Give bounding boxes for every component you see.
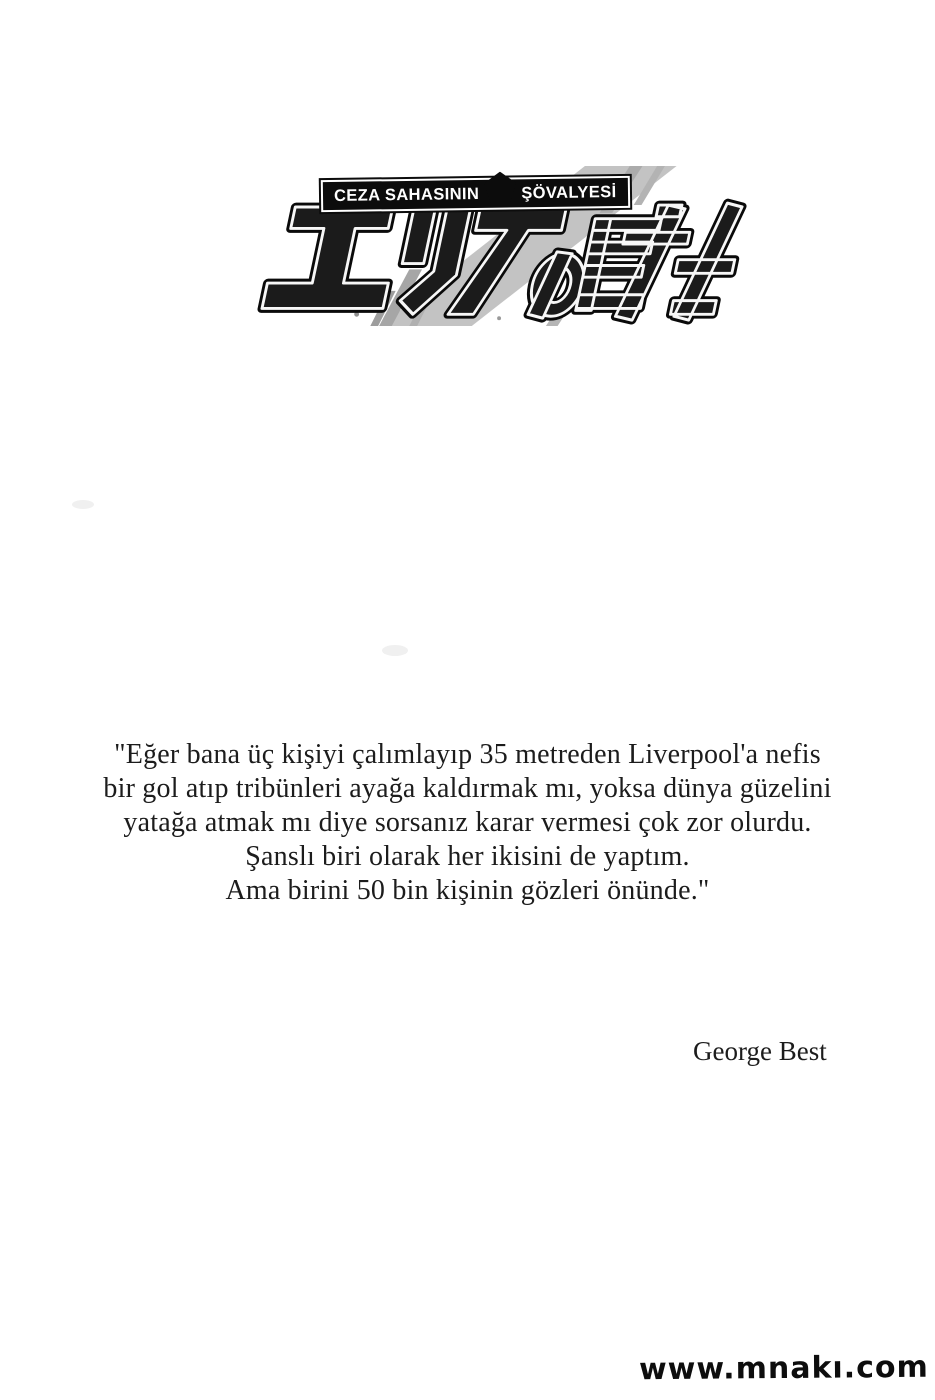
logo-banner: [323, 178, 628, 210]
quote-attribution: George Best: [693, 1036, 827, 1066]
scan-speck: [72, 500, 94, 509]
series-logo: [263, 164, 741, 328]
scanlation-watermark: www.mnakı.com: [639, 1349, 930, 1388]
quote-line: yatağa atmak mı diye sorsanız karar vermesi çok zor olurdu.: [123, 807, 812, 838]
quote-line: bir gol atıp tribünleri ayağa kaldırmak mı, yoksa dünya güzelini: [103, 773, 832, 804]
quote-block: [0, 738, 935, 908]
quote-line: Ama birini 50 bin kişinin gözleri önünde.": [225, 875, 710, 906]
quote-line: Şanslı biri olarak her ikisini de yaptım.: [245, 841, 690, 872]
banner-text-left: CEZA SAHASININ: [333, 184, 480, 205]
scan-speck: [382, 645, 408, 656]
quote-line: "Eğer bana üç kişiyi çalımlayıp 35 metreden Liverpool'a nefis: [114, 739, 821, 770]
banner-text-right: ŞÖVALYESİ: [521, 182, 617, 202]
